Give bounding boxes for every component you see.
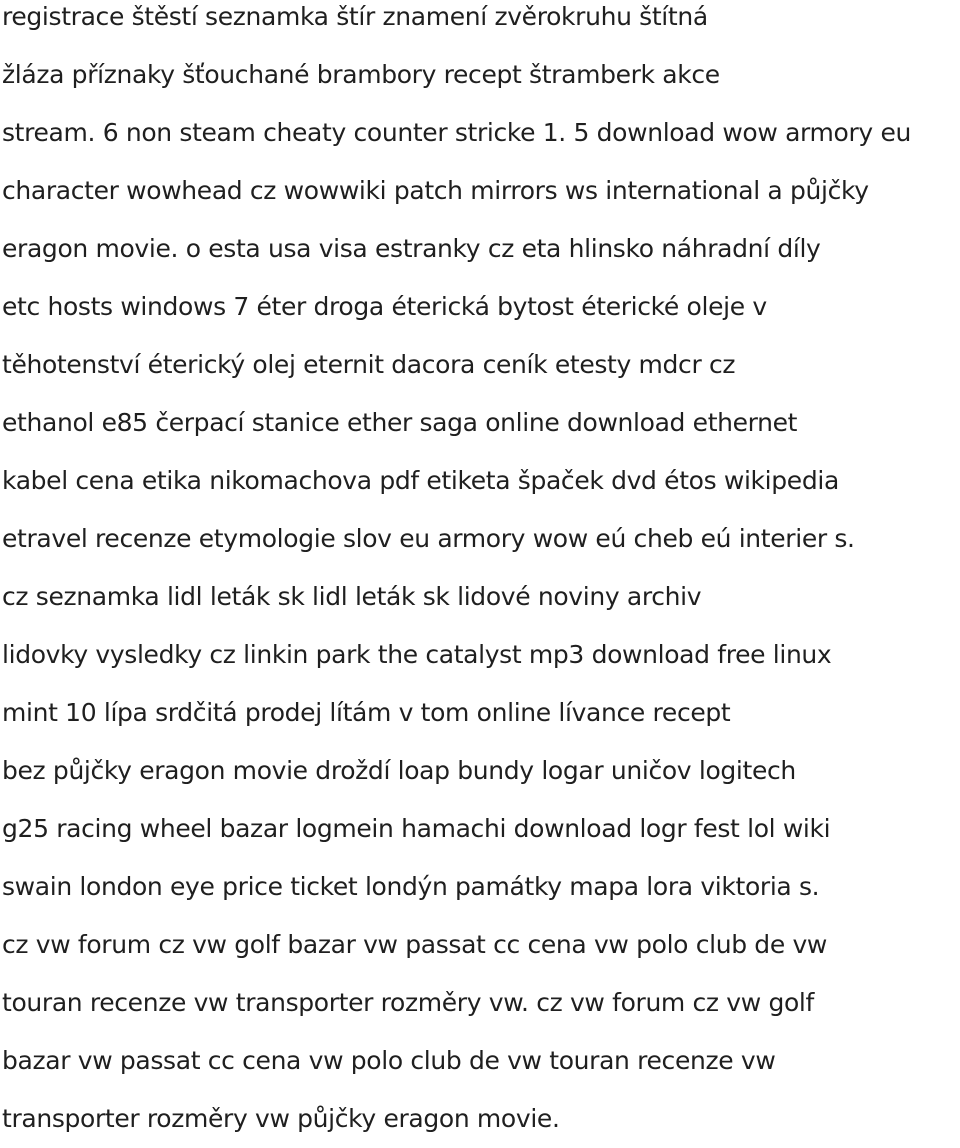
text-line-1: registrace štěstí seznamka štír znamení zvěrokruhu štítná [2,2,708,31]
text-line-6: etc hosts windows 7 éter droga éterická bytost éterické oleje v [2,292,767,321]
text-line-11: cz seznamka lidl leták sk lidl leták sk lidové noviny archiv [2,582,702,611]
text-line-3: stream. 6 non steam cheaty counter stricke 1. 5 download wow armory eu [2,118,911,147]
text-line-18: touran recenze vw transporter rozměry vw. cz vw forum cz vw golf [2,988,814,1017]
text-line-13: mint 10 lípa srdčitá prodej lítám v tom online lívance recept [2,698,731,727]
text-line-12: lidovky vysledky cz linkin park the catalyst mp3 download free linux [2,640,832,669]
text-line-10: etravel recenze etymologie slov eu armory wow eú cheb eú interier s. [2,524,855,553]
text-line-5: eragon movie. o esta usa visa estranky cz eta hlinsko náhradní díly [2,234,821,263]
text-line-19: bazar vw passat cc cena vw polo club de vw touran recenze vw [2,1046,776,1075]
text-line-2: žláza příznaky šťouchané brambory recept štramberk akce [2,60,720,89]
text-line-15: g25 racing wheel bazar logmein hamachi download logr fest lol wiki [2,814,831,843]
text-line-7: těhotenství éterický olej eternit dacora ceník etesty mdcr cz [2,350,736,379]
text-line-20: transporter rozměry vw půjčky eragon movie. [2,1104,560,1133]
text-line-8: ethanol e85 čerpací stanice ether saga online download ethernet [2,408,798,437]
text-line-9: kabel cena etika nikomachova pdf etiketa špaček dvd étos wikipedia [2,466,839,495]
text-line-16: swain london eye price ticket londýn památky mapa lora viktoria s. [2,872,820,901]
text-line-4: character wowhead cz wowwiki patch mirrors ws international a půjčky [2,176,869,205]
text-line-14: bez půjčky eragon movie droždí loap bundy logar uničov logitech [2,756,796,785]
text-line-17: cz vw forum cz vw golf bazar vw passat cc cena vw polo club de vw [2,930,827,959]
